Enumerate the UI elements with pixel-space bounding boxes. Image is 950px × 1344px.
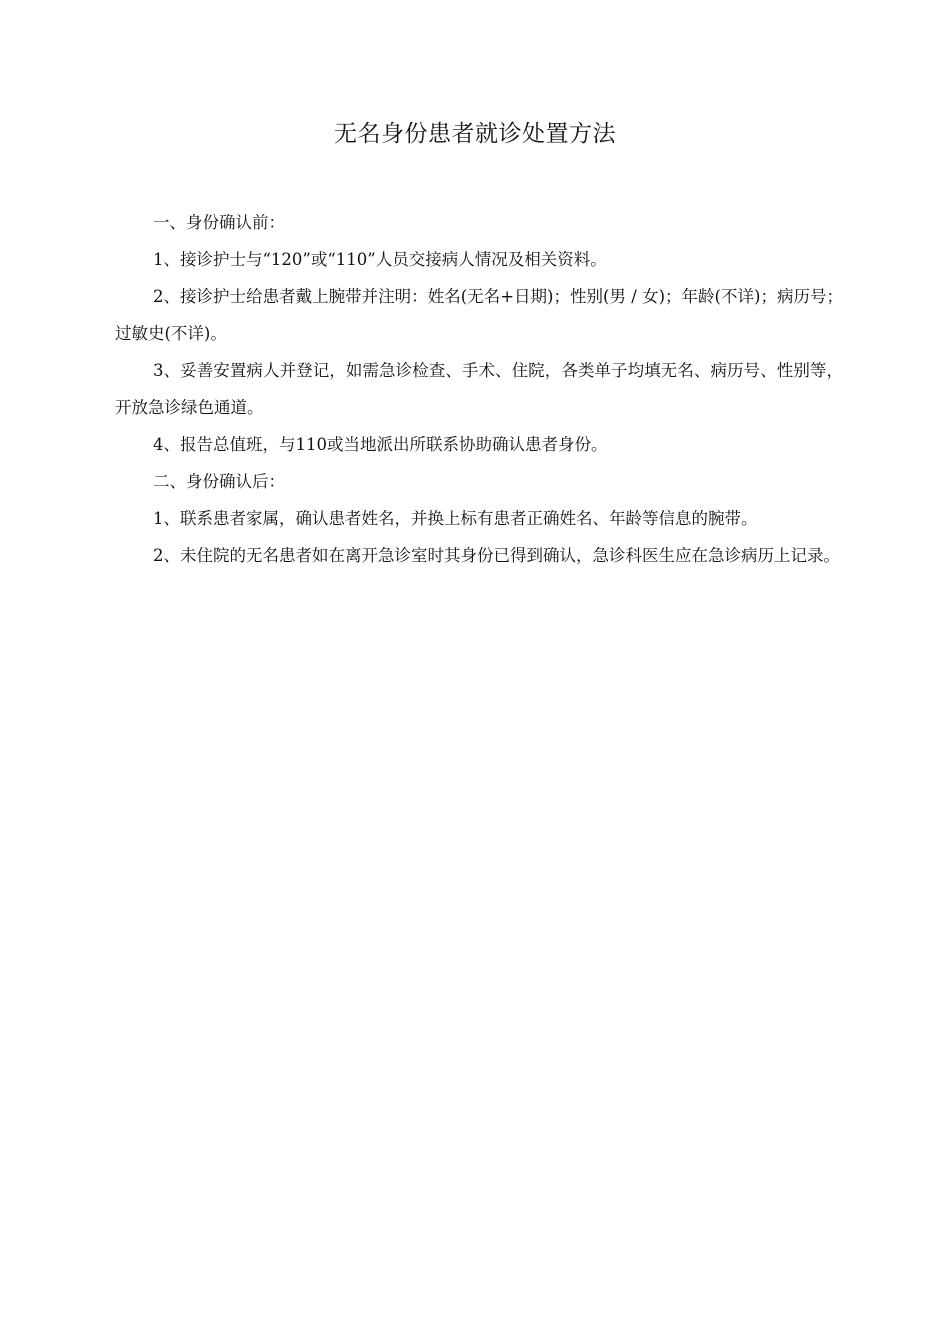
document-title: 无名身份患者就诊处置方法 — [334, 121, 616, 147]
list-item: 2、接诊护士给患者戴上腕带并注明：姓名(无名+日期)；性别(男 / 女)；年龄(不详)；病历号；过敏史(不详)。 — [115, 287, 843, 343]
list-item: 1、接诊护士与“120”或“110”人员交接病人情况及相关资料。 — [153, 250, 607, 269]
section-heading-before-confirmation: 一、身份确认前： — [153, 213, 285, 232]
list-item: 4、报告总值班，与110或当地派出所联系协助确认患者身份。 — [153, 435, 608, 454]
list-item: 1、联系患者家属，确认患者姓名，并换上标有患者正确姓名、年龄等信息的腕带。 — [153, 509, 758, 528]
list-item: 3、妥善安置病人并登记，如需急诊检查、手术、住院，各类单子均填无名、病历号、性别等，开放急诊绿色通道。 — [115, 361, 843, 417]
section-heading-after-confirmation: 二、身份确认后： — [153, 472, 285, 491]
document-body — [115, 204, 843, 574]
list-item: 2、未住院的无名患者如在离开急诊室时其身份已得到确认，急诊科医生应在急诊病历上记录。 — [153, 546, 840, 565]
